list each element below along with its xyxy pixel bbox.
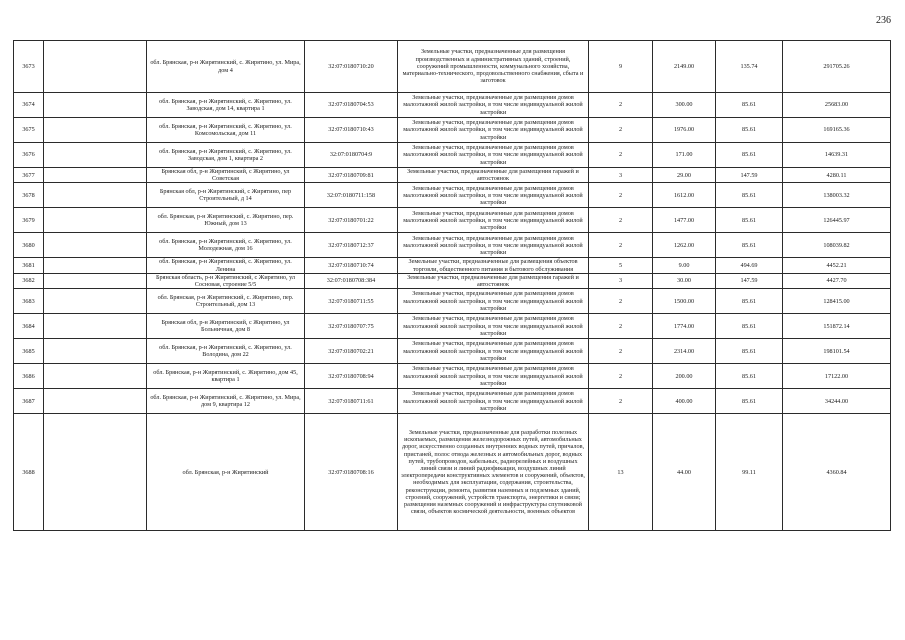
land-use-purpose-cell: Земельные участки, предназначенные для размещения домов малоэтажной жилой застройки, в том числе индивидуальной жилой застройки [398,93,589,118]
cadastral-value-cell: 198101.54 [783,339,891,364]
area-cell: 1477.00 [653,208,716,233]
page-number: 236 [876,15,891,26]
cadastral-number-cell: 32:07:0180711:158 [305,183,398,208]
address-cell: обл. Брянская, р-н Жирятинский [147,414,305,531]
empty-cell [44,273,147,288]
use-group-cell: 2 [589,143,653,168]
row-number-cell: 3687 [14,389,44,414]
specific-value-cell: 85.61 [716,289,783,314]
table-row [14,364,891,389]
table-row [14,41,891,93]
land-use-purpose-cell: Земельные участки, предназначенные для разработки полезных ископаемых, размещения железнодорожных путей, автомобильных дорог, искусственно созданных внутренних водных путей, причалов, пристаней, полос отвода железных и автомобильных дорог, водных путей, трубопроводов, кабельных, радиорелейных и воздушных линий связи и линий радиофикации, воздушных линий электропередачи конструктивных элементов и сооружений, объектов, необходимых для эксплуатации, содержания, строительства, реконструкции, ремонта, развития наземных и подземных зданий, строений, сооружений, устройств транспорта, энергетики и связи; размещения наземных сооружений и инфраструктуры спутниковой связи, объектов космической деятельности, военных объектов [398,414,589,531]
address-cell: Брянская область, р-н Жирятинский, с Жирятино, ул Сосновая, строение 5/5 [147,273,305,288]
cadastral-number-cell: 32:07:0180701:22 [305,208,398,233]
land-use-purpose-cell: Земельные участки, предназначенные для размещения домов малоэтажной жилой застройки, в том числе индивидуальной жилой застройки [398,143,589,168]
empty-cell [44,258,147,273]
specific-value-cell: 85.61 [716,143,783,168]
address-cell: обл. Брянская, р-н Жирятинский, с. Жирятино, ул. Мира, дом 9, квартира 12 [147,389,305,414]
specific-value-cell: 85.61 [716,314,783,339]
address-cell: Брянская обл, р-н Жирятинский, с Жирятино, ул Больничная, дом 8 [147,314,305,339]
area-cell: 2314.00 [653,339,716,364]
area-cell: 30.00 [653,273,716,288]
cadastral-number-cell: 32:07:0180709:81 [305,168,398,183]
area-cell: 1262.00 [653,233,716,258]
cadastral-value-cell: 291705.26 [783,41,891,93]
specific-value-cell: 85.61 [716,118,783,143]
cadastral-number-cell: 32:07:0180708:384 [305,273,398,288]
row-number-cell: 3679 [14,208,44,233]
cadastral-value-table [13,40,891,531]
cadastral-value-cell: 151872.14 [783,314,891,339]
cadastral-value-cell: 169165.36 [783,118,891,143]
cadastral-value-cell: 128415.00 [783,289,891,314]
table-row [14,208,891,233]
row-number-cell: 3683 [14,289,44,314]
use-group-cell: 13 [589,414,653,531]
cadastral-value-cell: 138003.32 [783,183,891,208]
specific-value-cell: 85.61 [716,183,783,208]
table-row [14,118,891,143]
cadastral-value-cell: 17122.00 [783,364,891,389]
empty-cell [44,168,147,183]
cadastral-number-cell: 32:07:0180710:74 [305,258,398,273]
address-cell: обл. Брянская, р-н Жирятинский, с. Жирятино, пер. Строительный, дом 13 [147,289,305,314]
cadastral-value-cell: 4427.70 [783,273,891,288]
cadastral-number-cell: 32:07:0180707:75 [305,314,398,339]
cadastral-value-cell: 4452.21 [783,258,891,273]
row-number-cell: 3684 [14,314,44,339]
area-cell: 9.00 [653,258,716,273]
cadastral-value-cell: 126445.97 [783,208,891,233]
area-cell: 1612.00 [653,183,716,208]
land-use-purpose-cell: Земельные участки, предназначенные для размещения гаражей и автостоянок [398,273,589,288]
area-cell: 2149.00 [653,41,716,93]
land-use-purpose-cell: Земельные участки, предназначенные для размещения домов малоэтажной жилой застройки, в том числе индивидуальной жилой застройки [398,118,589,143]
empty-cell [44,414,147,531]
address-cell: Брянская обл, р-н Жирятинский, с Жирятино, ул Советская [147,168,305,183]
empty-cell [44,314,147,339]
land-use-purpose-cell: Земельные участки, предназначенные для размещения домов малоэтажной жилой застройки, в том числе индивидуальной жилой застройки [398,289,589,314]
land-use-purpose-cell: Земельные участки, предназначенные для размещения домов малоэтажной жилой застройки, в том числе индивидуальной жилой застройки [398,183,589,208]
row-number-cell: 3685 [14,339,44,364]
empty-cell [44,93,147,118]
address-cell: обл. Брянская, р-н Жирятинский, с. Жирятино, ул. Заводская, дом 14, квартира 1 [147,93,305,118]
use-group-cell: 3 [589,273,653,288]
cadastral-number-cell: 32:07:0180704:53 [305,93,398,118]
use-group-cell: 2 [589,389,653,414]
empty-cell [44,339,147,364]
land-use-purpose-cell: Земельные участки, предназначенные для размещения домов малоэтажной жилой застройки, в том числе индивидуальной жилой застройки [398,389,589,414]
table-row [14,258,891,273]
table-row [14,273,891,288]
address-cell: обл. Брянская, р-н Жирятинский, с. Жирятино, ул. Ленина [147,258,305,273]
row-number-cell: 3677 [14,168,44,183]
area-cell: 44.00 [653,414,716,531]
land-use-purpose-cell: Земельные участки, предназначенные для размещения гаражей и автостоянок [398,168,589,183]
use-group-cell: 2 [589,364,653,389]
specific-value-cell: 85.61 [716,389,783,414]
table-row [14,233,891,258]
row-number-cell: 3688 [14,414,44,531]
empty-cell [44,233,147,258]
empty-cell [44,41,147,93]
area-cell: 400.00 [653,389,716,414]
table-row [14,314,891,339]
cadastral-value-cell: 25683.00 [783,93,891,118]
table-row [14,143,891,168]
table-row [14,414,891,531]
row-number-cell: 3675 [14,118,44,143]
land-use-purpose-cell: Земельные участки, предназначенные для размещения производственных и административных зданий, строений, сооружений промышленности, коммунального хозяйства, материально-технического, продовольственного снабжения, сбыта и заготовок [398,41,589,93]
cadastral-number-cell: 32:07:0180712:37 [305,233,398,258]
table-row [14,168,891,183]
table-row [14,289,891,314]
specific-value-cell: 85.61 [716,208,783,233]
use-group-cell: 2 [589,93,653,118]
area-cell: 300.00 [653,93,716,118]
empty-cell [44,208,147,233]
area-cell: 171.00 [653,143,716,168]
row-number-cell: 3678 [14,183,44,208]
use-group-cell: 9 [589,41,653,93]
cadastral-number-cell: 32:07:0180708:94 [305,364,398,389]
address-cell: Брянская обл, р-н Жирятинский, с Жирятино, пер Строительный, д 14 [147,183,305,208]
row-number-cell: 3680 [14,233,44,258]
specific-value-cell: 494.69 [716,258,783,273]
land-use-purpose-cell: Земельные участки, предназначенные для размещения объектов торговли, общественного питания и бытового обслуживания [398,258,589,273]
table-row [14,93,891,118]
use-group-cell: 2 [589,289,653,314]
use-group-cell: 2 [589,314,653,339]
area-cell: 1774.00 [653,314,716,339]
use-group-cell: 2 [589,233,653,258]
use-group-cell: 2 [589,183,653,208]
row-number-cell: 3676 [14,143,44,168]
area-cell: 1500.00 [653,289,716,314]
use-group-cell: 5 [589,258,653,273]
empty-cell [44,289,147,314]
area-cell: 29.00 [653,168,716,183]
cadastral-value-cell: 4280.11 [783,168,891,183]
land-use-purpose-cell: Земельные участки, предназначенные для размещения домов малоэтажной жилой застройки, в том числе индивидуальной жилой застройки [398,208,589,233]
cadastral-number-cell: 32:07:0180710:20 [305,41,398,93]
cadastral-number-cell: 32:07:0180702:21 [305,339,398,364]
cadastral-value-cell: 14639.31 [783,143,891,168]
cadastral-number-cell: 32:07:0180708:16 [305,414,398,531]
use-group-cell: 2 [589,339,653,364]
specific-value-cell: 147.59 [716,168,783,183]
empty-cell [44,364,147,389]
cadastral-value-cell: 108039.82 [783,233,891,258]
row-number-cell: 3673 [14,41,44,93]
specific-value-cell: 85.61 [716,233,783,258]
empty-cell [44,183,147,208]
use-group-cell: 2 [589,208,653,233]
use-group-cell: 3 [589,168,653,183]
specific-value-cell: 147.59 [716,273,783,288]
specific-value-cell: 99.11 [716,414,783,531]
empty-cell [44,118,147,143]
empty-cell [44,143,147,168]
address-cell: обл. Брянская, р-н Жирятинский, с. Жирятино, пер. Южный, дом 13 [147,208,305,233]
row-number-cell: 3674 [14,93,44,118]
cadastral-value-cell: 4360.84 [783,414,891,531]
specific-value-cell: 135.74 [716,41,783,93]
specific-value-cell: 85.61 [716,339,783,364]
address-cell: обл. Брянская, р-н Жирятинский, с. Жирятино, ул. Мира, дом 4 [147,41,305,93]
table-row [14,389,891,414]
land-use-purpose-cell: Земельные участки, предназначенные для размещения домов малоэтажной жилой застройки, в том числе индивидуальной жилой застройки [398,233,589,258]
address-cell: обл. Брянская, р-н Жирятинский, с. Жирятино, ул. Молодежная, дом 16 [147,233,305,258]
row-number-cell: 3681 [14,258,44,273]
address-cell: обл. Брянская, р-н Жирятинский, с. Жирятино, дом 45, квартира 1 [147,364,305,389]
land-use-purpose-cell: Земельные участки, предназначенные для размещения домов малоэтажной жилой застройки, в том числе индивидуальной жилой застройки [398,314,589,339]
address-cell: обл. Брянская, р-н Жирятинский, с. Жирятино, ул. Володина, дом 22 [147,339,305,364]
area-cell: 200.00 [653,364,716,389]
empty-cell [44,389,147,414]
cadastral-number-cell: 32:07:0180704:9 [305,143,398,168]
table-row [14,183,891,208]
address-cell: обл. Брянская, р-н Жирятинский, с. Жирятино, ул. Заводская, дом 1, квартира 2 [147,143,305,168]
area-cell: 1976.00 [653,118,716,143]
land-use-purpose-cell: Земельные участки, предназначенные для размещения домов малоэтажной жилой застройки, в том числе индивидуальной жилой застройки [398,339,589,364]
specific-value-cell: 85.61 [716,364,783,389]
row-number-cell: 3682 [14,273,44,288]
row-number-cell: 3686 [14,364,44,389]
use-group-cell: 2 [589,118,653,143]
cadastral-value-cell: 34244.00 [783,389,891,414]
cadastral-number-cell: 32:07:0180711:55 [305,289,398,314]
cadastral-number-cell: 32:07:0180711:61 [305,389,398,414]
land-use-purpose-cell: Земельные участки, предназначенные для размещения домов малоэтажной жилой застройки, в том числе индивидуальной жилой застройки [398,364,589,389]
table-row [14,339,891,364]
address-cell: обл. Брянская, р-н Жирятинский, с. Жирятино, ул. Комсомольская, дом 11 [147,118,305,143]
specific-value-cell: 85.61 [716,93,783,118]
cadastral-number-cell: 32:07:0180710:43 [305,118,398,143]
